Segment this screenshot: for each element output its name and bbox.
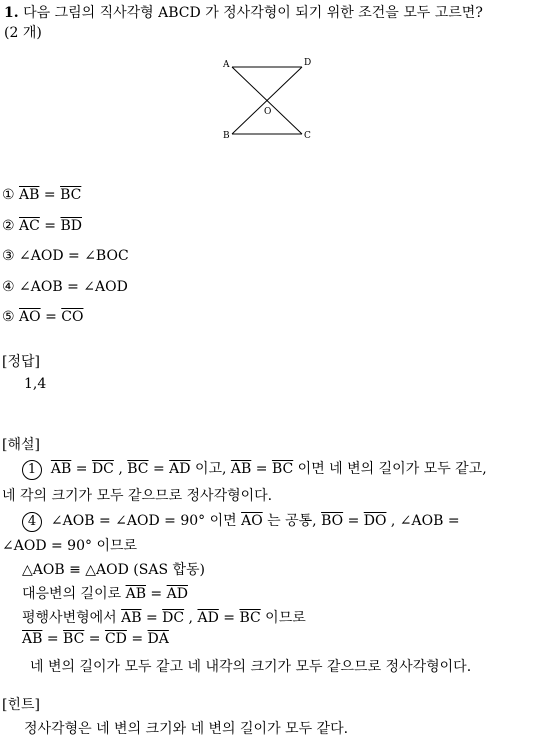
explanation-p2-line1: 4 ∠AOB = ∠AOD = 90° 이면 $\overline{AO}$ 는 공통, $\overline{BO} = \overline{DO}$ , ∠AOB = [22,510,460,532]
explanation-p2-line7: 네 변의 길이가 모두 같고 네 내각의 크기가 모두 같으므로 정사각형이다. [30,659,472,675]
option-marker: ③ [2,248,15,264]
circled-4: 4 [22,512,42,532]
explanation-p2-line3: △AOB ≡ △AOD (SAS 합동) [22,562,206,578]
label-d: D [304,58,312,68]
explanation-p1-line2: 네 각의 크기가 모두 같으므로 정사각형이다. [2,488,273,504]
answer-count: (2 개) [4,25,42,41]
option-2[interactable]: ② $\overline{AC} = \overline{BD}$ [2,218,82,234]
answer-heading: [정답] [2,354,40,370]
hint-text: 정사각형은 네 변의 크기와 네 변의 길이가 모두 같다. [24,721,349,737]
label-c: C [304,131,311,141]
question-line [4,2,483,22]
rectangle-figure [218,56,318,144]
circled-1: 1 [22,460,42,480]
option-5[interactable]: ⑤ $\overline{AO} = \overline{CO}$ [2,309,84,325]
hint-heading: [힌트] [2,697,40,713]
option-4[interactable]: ④ ∠AOB = ∠AOD [2,279,128,295]
question-number: 1. [4,5,19,21]
label-b: B [223,131,230,141]
explanation-heading: [해설] [2,437,40,453]
label-o: O [264,107,272,117]
option-marker: ⑤ [2,309,15,325]
explanation-p2-line2: ∠AOD = 90° 이므로 [2,538,138,554]
explanation-p1-line1: 1 $\overline{AB} = \overline{DC}$ , $\overline{BC} = \overline{AD}$ 이고, $\overline{AB} = \overline{BC}$ 이면 네 변의 길이가 모두 같고, [22,458,532,480]
option-marker: ① [2,187,15,203]
option-marker: ② [2,218,15,234]
question-text: 다음 그림의 직사각형 ABCD 가 정사각형이 되기 위한 조건을 모두 고르면? [23,5,483,21]
label-a: A [223,60,230,70]
explanation-p2-line6: $\overline{AB} = \overline{BC} = \overline{CD} = \overline{DA}$ [22,631,169,647]
option-3[interactable]: ③ ∠AOD = ∠BOC [2,248,129,264]
answer-value: 1,4 [24,376,47,392]
explanation-p2-line5: 평행사변형에서 $\overline{AB} = \overline{DC}$ , $\overline{AD} = \overline{BC}$ 이므로 [22,610,306,626]
explanation-p2-line4: 대응변의 길이로 $\overline{AB} = \overline{AD}$ [22,586,188,602]
option-marker: ④ [2,279,15,295]
option-1[interactable]: ① $\overline{AB} = \overline{BC}$ [2,187,82,203]
